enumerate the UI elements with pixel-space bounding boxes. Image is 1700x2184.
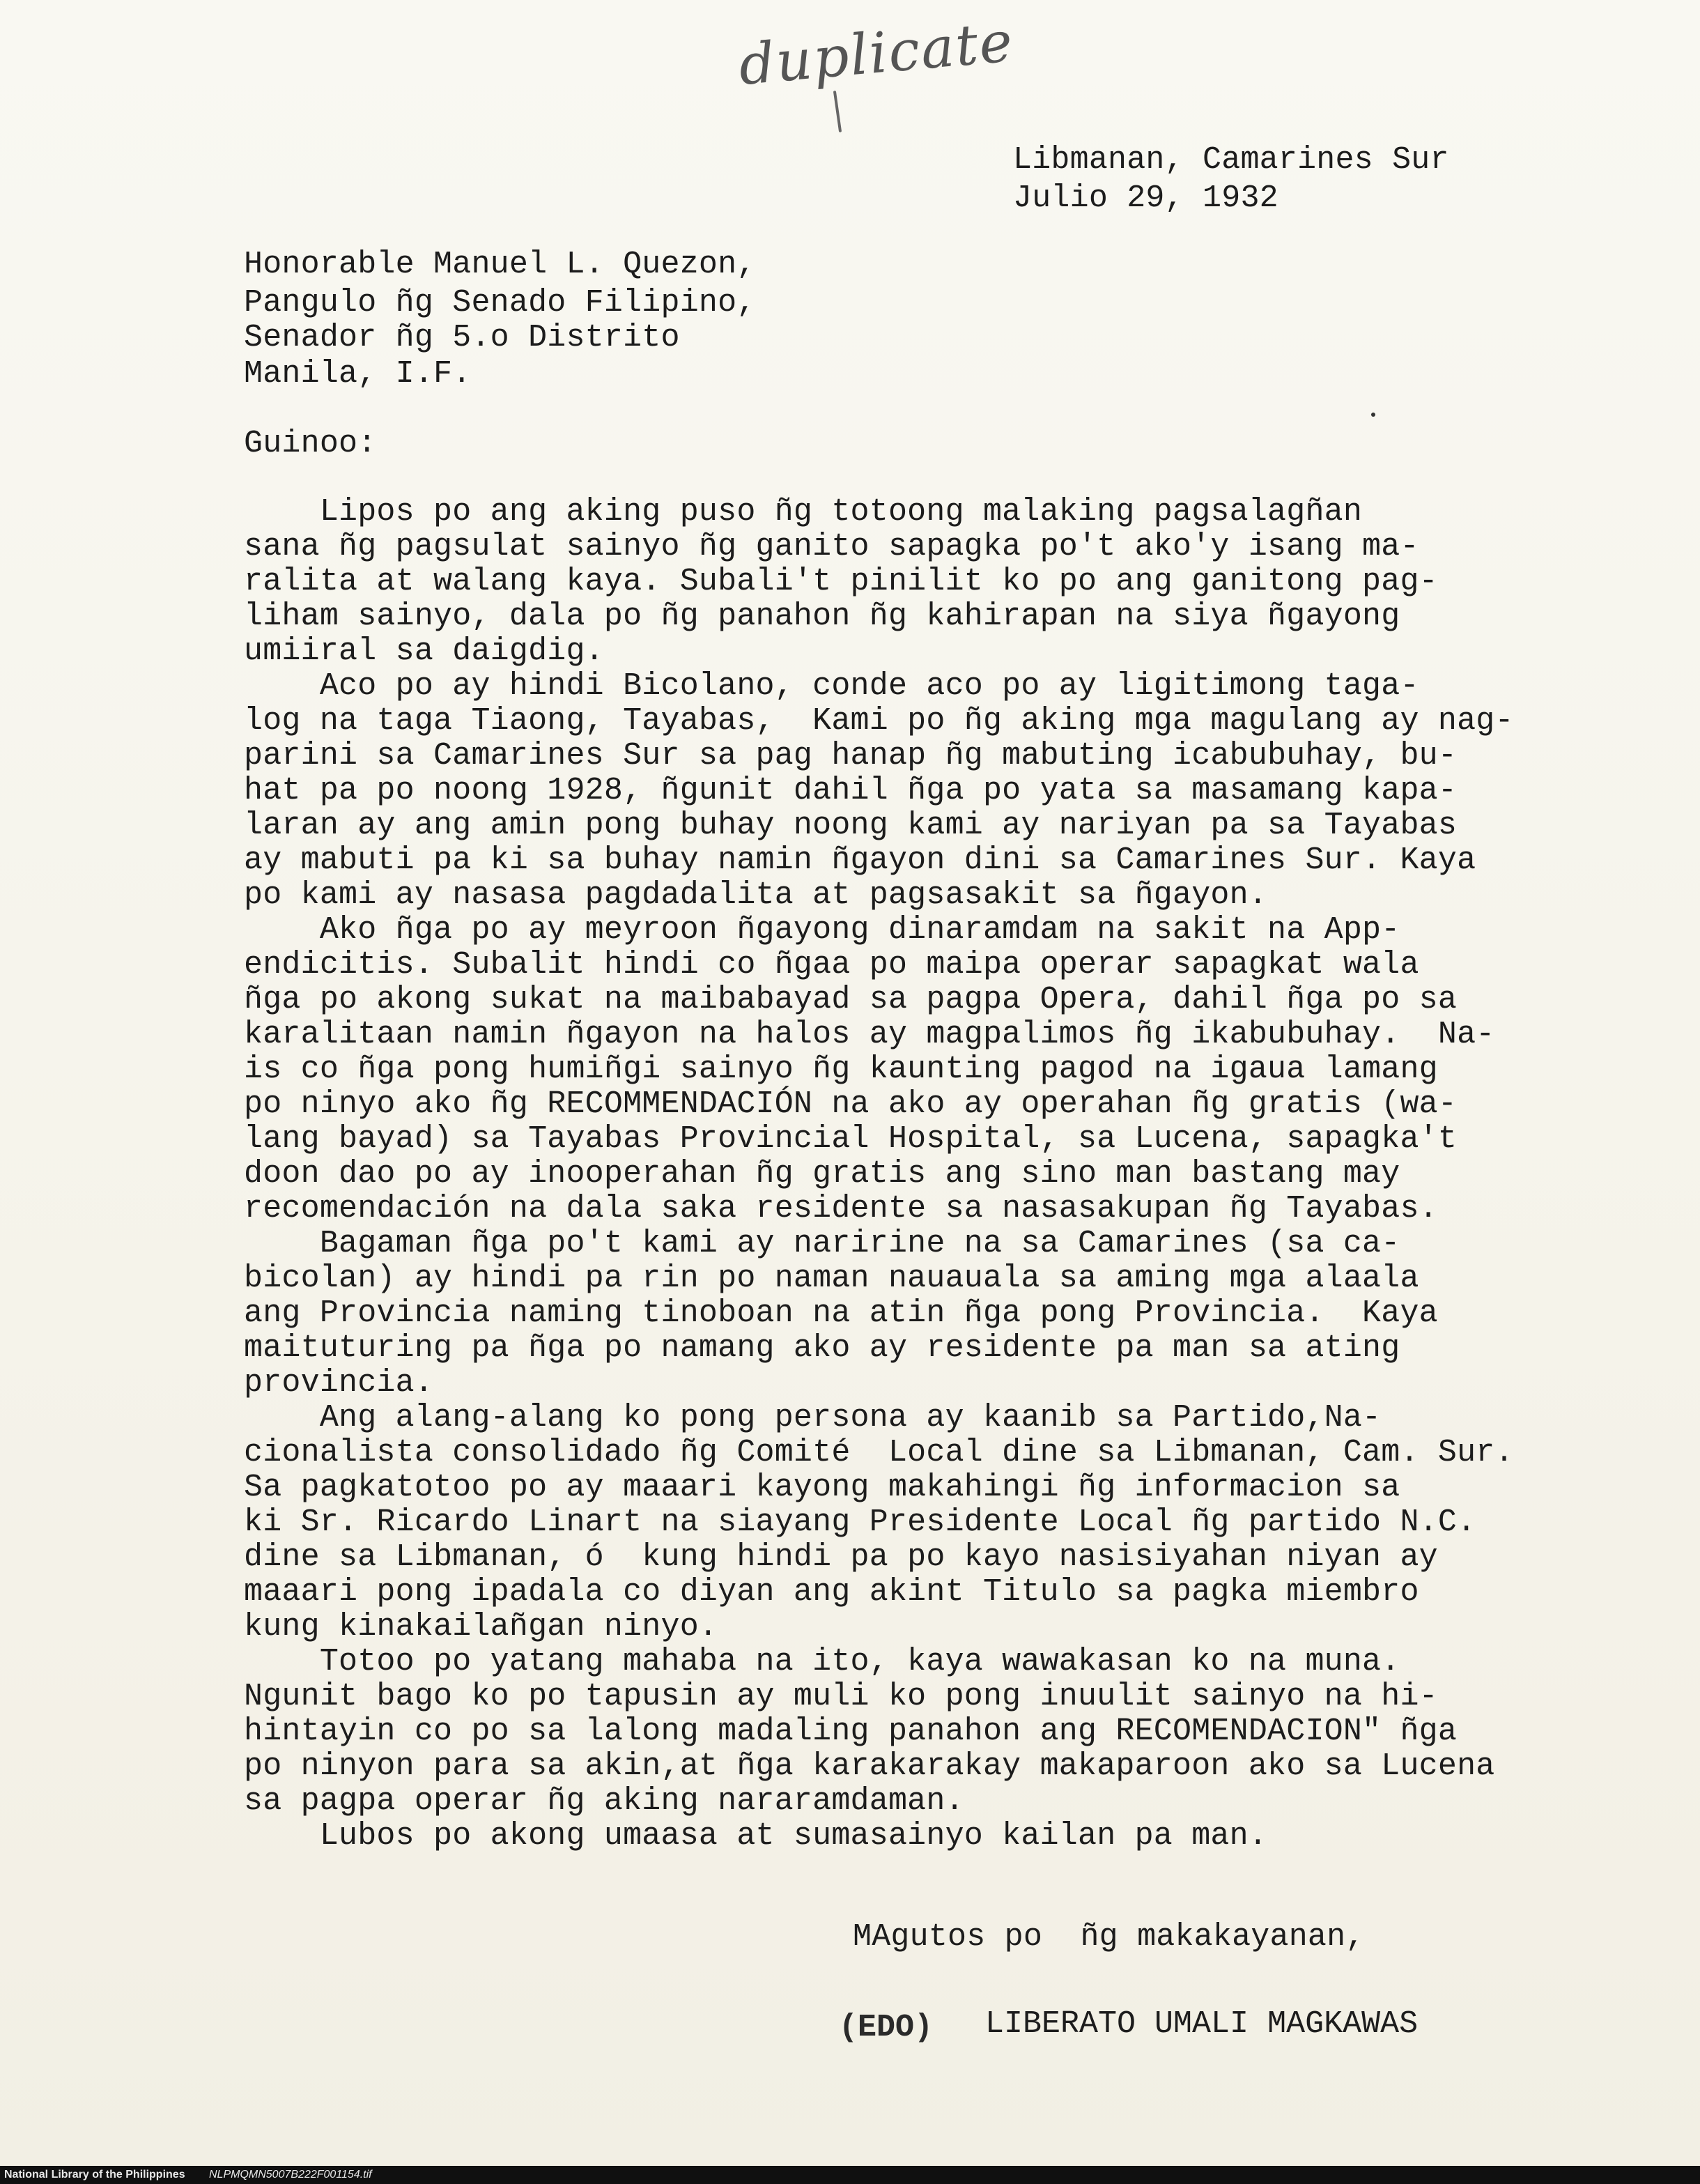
body-line: ang Provincia naming tinoboan na atin ñga pong Provincia. Kaya [244, 1295, 1438, 1331]
body-line: Ako ñga po ay meyroon ñgayong dinaramdam na sakit na App- [244, 912, 1400, 948]
body-line: laran ay ang amin pong buhay noong kami ay nariyan pa sa Tayabas [244, 808, 1458, 843]
letter-place: Libmanan, Camarines Sur [1013, 142, 1449, 178]
body-line: ay mabuti pa ki sa buhay namin ñgayon dini sa Camarines Sur. Kaya [244, 843, 1476, 878]
addressee-line: Senador ñg 5.o Distrito [244, 320, 680, 355]
body-line: endicitis. Subalit hindi co ñgaa po maipa operar sapagkat wala [244, 947, 1419, 983]
body-line: po ninyo ako ñg RECOMMENDACIÓN na ako ay operahan ñg gratis (wa- [244, 1086, 1458, 1122]
body-line: liham sainyo, dala po ñg panahon ñg kahirapan na siya ñgayong [244, 599, 1400, 634]
scan-footer [0, 2166, 1700, 2184]
body-line: po kami ay nasasa pagdadalita at pagsasakit sa ñgayon. [244, 877, 1268, 913]
body-line: Lubos po akong umaasa at sumasainyo kailan pa man. [244, 1818, 1268, 1854]
handwritten-annotation: duplicate [736, 8, 1017, 98]
body-line: Ang alang-alang ko pong persona ay kaanib sa Partido,Na- [244, 1400, 1382, 1436]
body-line: sa pagpa operar ñg aking nararamdaman. [244, 1783, 964, 1819]
body-line: Ngunit bago ko po tapusin ay muli ko pong inuulit sainyo na hi- [244, 1679, 1438, 1714]
salutation: Guinoo: [244, 426, 377, 461]
body-line: Totoo po yatang mahaba na ito, kaya wawakasan ko na muna. [244, 1644, 1400, 1679]
addressee-line: Pangulo ñg Senado Filipino, [244, 285, 756, 321]
closing-line: MAgutos po ñg makakayanan, [853, 1919, 1365, 1955]
signer-name: LIBERATO UMALI MAGKAWAS [985, 2006, 1419, 2042]
body-line: recomendación na dala saka residente sa nasasakupan ñg Tayabas. [244, 1191, 1438, 1226]
body-line: doon dao po ay inooperahan ñg gratis ang sino man bastang may [244, 1156, 1400, 1192]
body-line: maituturing pa ñga po namang ako ay residente pa man sa ating [244, 1330, 1400, 1366]
body-line: ralita at walang kaya. Subali't pinilit ko po ang ganitong pag- [244, 564, 1438, 599]
signature-mark: (EDO) [839, 2010, 934, 2045]
body-line: is co ñga pong humiñgi sainyo ñg kaunting pagod na igaua lamang [244, 1052, 1438, 1087]
scan-filename: NLPMQMN5007B222F001154.tif [209, 2169, 372, 2181]
body-line: ñga po akong sukat na maibabayad sa pagpa Opera, dahil ñga po sa [244, 982, 1458, 1017]
body-line: ki Sr. Ricardo Linart na siayang Presidente Local ñg partido N.C. [244, 1505, 1476, 1540]
body-line: bicolan) ay hindi pa rin po naman nauauala sa aming mga alaala [244, 1261, 1419, 1296]
body-line: lang bayad) sa Tayabas Provincial Hospital, sa Lucena, sapagka't [244, 1121, 1458, 1157]
body-line: hat pa po noong 1928, ñgunit dahil ñga po yata sa masamang kapa- [244, 773, 1458, 808]
body-line: maaari pong ipadala co diyan ang akint Titulo sa pagka miembro [244, 1574, 1419, 1610]
body-line: Aco po ay hindi Bicolano, conde aco po ay ligitimong taga- [244, 668, 1419, 704]
body-line: karalitaan namin ñgayon na halos ay magpalimos ñg ikabubuhay. Na- [244, 1017, 1495, 1052]
body-line: hintayin co po sa lalong madaling panahon ang RECOMENDACION" ñga [244, 1714, 1458, 1749]
addressee-line: Manila, I.F. [244, 356, 472, 392]
body-line: umiiral sa daigdig. [244, 633, 604, 669]
body-line: Lipos po ang aking puso ñg totoong malaking pagsalagñan [244, 494, 1363, 530]
addressee-line: Honorable Manuel L. Quezon, [244, 247, 756, 282]
body-line: Bagaman ñga po't kami ay naririne na sa Camarines (sa ca- [244, 1226, 1400, 1261]
body-line: kung kinakailañgan ninyo. [244, 1609, 718, 1645]
body-line: po ninyon para sa akin,at ñga karakarakay makaparoon ako sa Lucena [244, 1748, 1495, 1784]
body-line: cionalista consolidado ñg Comité Local dine sa Libmanan, Cam. Sur. [244, 1435, 1514, 1470]
body-line: parini sa Camarines Sur sa pag hanap ñg mabuting icabubuhay, bu- [244, 738, 1458, 774]
library-credit: National Library of the Philippines [4, 2169, 185, 2181]
body-line: Sa pagkatotoo po ay maaari kayong makahingi ñg informacion sa [244, 1470, 1400, 1505]
annotation-pen-stroke [833, 91, 842, 132]
body-line: sana ñg pagsulat sainyo ñg ganito sapagka po't ako'y isang ma- [244, 529, 1419, 564]
letter-date: Julio 29, 1932 [1013, 180, 1278, 216]
paper-speck [1371, 413, 1375, 417]
body-line: dine sa Libmanan, ó kung hindi pa po kayo nasisiyahan niyan ay [244, 1539, 1438, 1575]
body-line: provincia. [244, 1365, 434, 1401]
body-line: log na taga Tiaong, Tayabas, Kami po ñg aking mga magulang ay nag- [244, 703, 1514, 739]
